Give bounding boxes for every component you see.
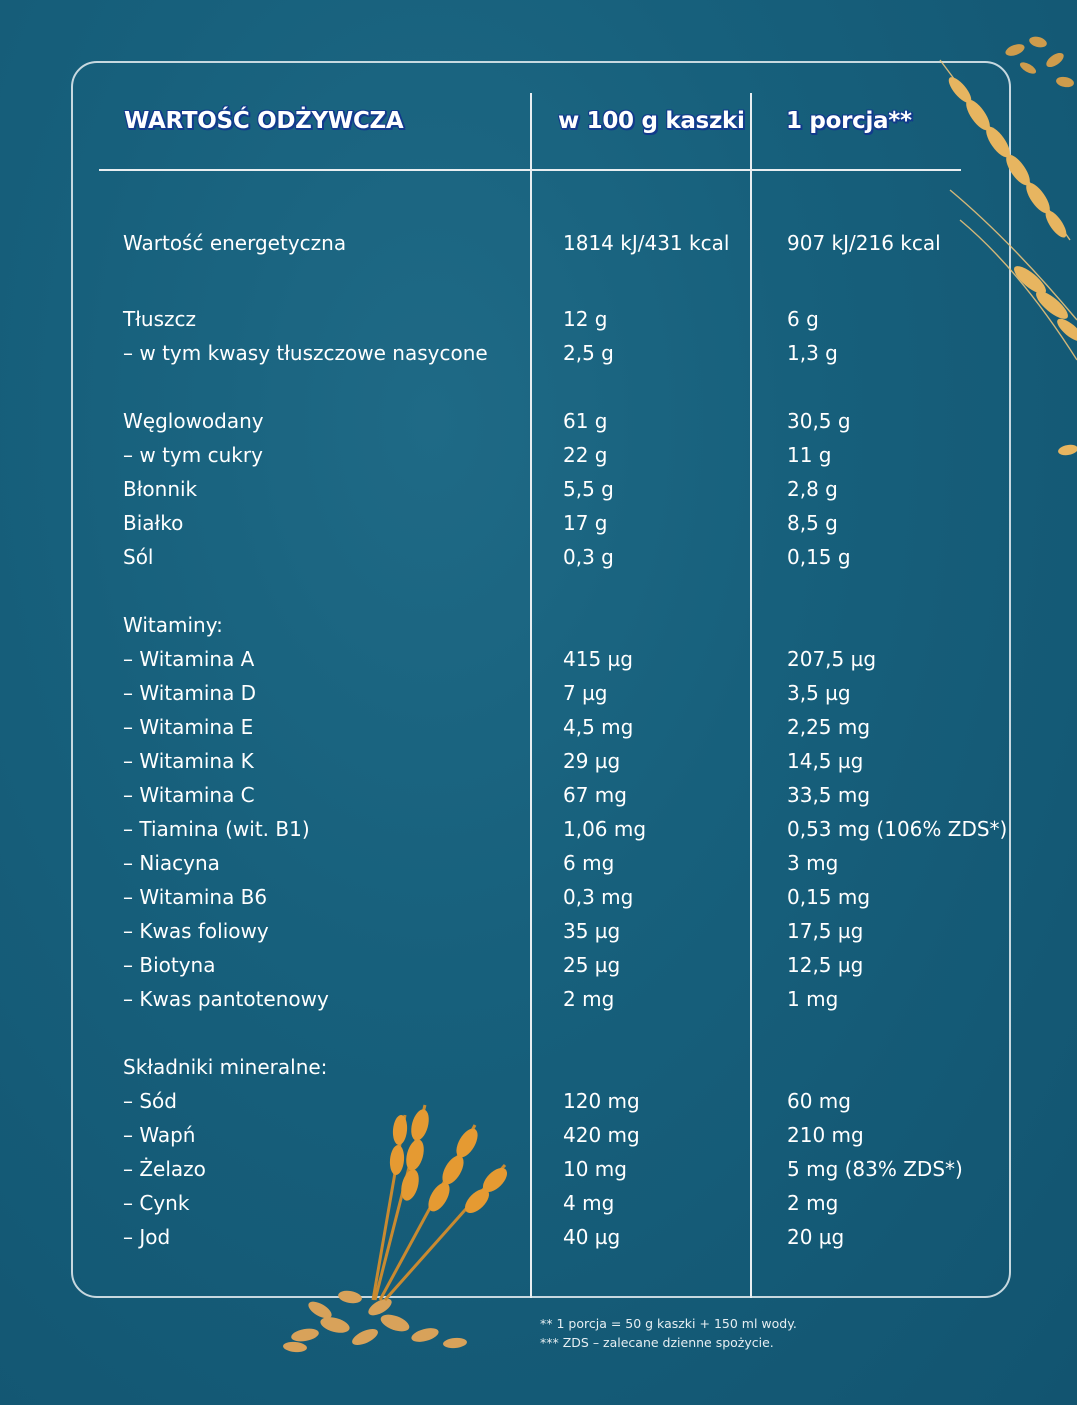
- row-label: – Witamina D: [123, 681, 257, 705]
- table-row: [0, 814, 1077, 844]
- row-value-per-100g: 2 mg: [563, 987, 615, 1011]
- row-value-per-100g: 4,5 mg: [563, 715, 634, 739]
- table-row: [0, 508, 1077, 538]
- row-value-per-portion: 0,53 mg (106% ZDS*): [787, 817, 1008, 841]
- row-value-per-100g: 6 mg: [563, 851, 615, 875]
- row-value-per-100g: 25 µg: [563, 953, 621, 977]
- row-label: Tłuszcz: [123, 307, 196, 331]
- row-value-per-portion: 1,3 g: [787, 341, 838, 365]
- table-row: [0, 474, 1077, 504]
- row-value-per-100g: 5,5 g: [563, 477, 614, 501]
- table-row: [0, 848, 1077, 878]
- table-row: [0, 984, 1077, 1014]
- row-value-per-100g: 1,06 mg: [563, 817, 647, 841]
- row-label: Białko: [123, 511, 184, 535]
- row-value-per-portion: 14,5 µg: [787, 749, 864, 773]
- row-value-per-100g: 7 µg: [563, 681, 608, 705]
- header-per-portion: 1 porcja**: [786, 108, 912, 134]
- row-value-per-portion: 17,5 µg: [787, 919, 864, 943]
- row-value-per-100g: 415 µg: [563, 647, 633, 671]
- table-row: [0, 950, 1077, 980]
- row-label: Węglowodany: [123, 409, 264, 433]
- table-row: [0, 440, 1077, 470]
- row-value-per-portion: 60 mg: [787, 1089, 851, 1113]
- row-value-per-portion: 6 g: [787, 307, 819, 331]
- table-row: [0, 644, 1077, 674]
- table-row: [0, 916, 1077, 946]
- table-row: [0, 406, 1077, 436]
- row-value-per-100g: 17 g: [563, 511, 608, 535]
- row-value-per-100g: 0,3 mg: [563, 885, 634, 909]
- table-row: [0, 610, 1077, 640]
- table-row: [0, 746, 1077, 776]
- row-label: – Witamina E: [123, 715, 254, 739]
- row-label: Błonnik: [123, 477, 198, 501]
- table-row: [0, 678, 1077, 708]
- row-label: Witaminy:: [123, 613, 223, 637]
- row-label: – Cynk: [123, 1191, 190, 1215]
- table-row: [0, 338, 1077, 368]
- row-value-per-portion: 207,5 µg: [787, 647, 877, 671]
- row-label: – Biotyna: [123, 953, 216, 977]
- row-value-per-portion: 3 mg: [787, 851, 839, 875]
- row-value-per-portion: 20 µg: [787, 1225, 845, 1249]
- row-value-per-100g: 10 mg: [563, 1157, 627, 1181]
- row-value-per-100g: 120 mg: [563, 1089, 640, 1113]
- table-row: [0, 542, 1077, 572]
- row-label: – Jod: [123, 1225, 171, 1249]
- row-value-per-100g: 4 mg: [563, 1191, 615, 1215]
- row-label: – Żelazo: [123, 1157, 206, 1181]
- header-nutrition-value: WARTOŚĆ ODŻYWCZA: [124, 108, 404, 134]
- row-value-per-portion: 8,5 g: [787, 511, 838, 535]
- row-value-per-100g: 35 µg: [563, 919, 621, 943]
- row-value-per-portion: 11 g: [787, 443, 832, 467]
- row-value-per-100g: 1814 kJ/431 kcal: [563, 231, 730, 255]
- row-label: – Witamina B6: [123, 885, 268, 909]
- row-label: – Kwas pantotenowy: [123, 987, 329, 1011]
- table-row: [0, 780, 1077, 810]
- row-value-per-100g: 40 µg: [563, 1225, 621, 1249]
- row-value-per-portion: 2,25 mg: [787, 715, 871, 739]
- row-value-per-portion: 12,5 µg: [787, 953, 864, 977]
- row-value-per-portion: 33,5 mg: [787, 783, 871, 807]
- row-value-per-100g: 29 µg: [563, 749, 621, 773]
- row-label: – Wapń: [123, 1123, 196, 1147]
- row-value-per-portion: 3,5 µg: [787, 681, 851, 705]
- wheat-decoration-bottom-icon: [255, 1085, 545, 1355]
- row-value-per-portion: 2,8 g: [787, 477, 838, 501]
- row-value-per-100g: 420 mg: [563, 1123, 640, 1147]
- wheat-decoration-top-right-icon: [920, 20, 1077, 460]
- header-divider: [99, 169, 961, 171]
- header-per-100g: w 100 g kaszki: [558, 108, 745, 134]
- row-value-per-portion: 2 mg: [787, 1191, 839, 1215]
- row-value-per-100g: 0,3 g: [563, 545, 614, 569]
- row-value-per-portion: 5 mg (83% ZDS*): [787, 1157, 963, 1181]
- row-label: Sól: [123, 545, 154, 569]
- table-row: [0, 304, 1077, 334]
- row-label: – Tiamina (wit. B1): [123, 817, 310, 841]
- table-row: [0, 712, 1077, 742]
- row-label: – Witamina C: [123, 783, 255, 807]
- row-label: – Witamina K: [123, 749, 254, 773]
- row-value-per-100g: 2,5 g: [563, 341, 614, 365]
- table-row: [0, 882, 1077, 912]
- table-row: [0, 228, 1077, 258]
- row-value-per-portion: 0,15 g: [787, 545, 851, 569]
- row-label: – Niacyna: [123, 851, 220, 875]
- row-value-per-portion: 907 kJ/216 kcal: [787, 231, 941, 255]
- table-row: [0, 1052, 1077, 1082]
- row-label: Składniki mineralne:: [123, 1055, 328, 1079]
- row-label: – w tym kwasy tłuszczowe nasycone: [123, 341, 488, 365]
- row-value-per-100g: 67 mg: [563, 783, 627, 807]
- row-value-per-portion: 30,5 g: [787, 409, 851, 433]
- row-label: – Sód: [123, 1089, 177, 1113]
- row-label: – w tym cukry: [123, 443, 263, 467]
- row-label: – Witamina A: [123, 647, 255, 671]
- row-value-per-100g: 61 g: [563, 409, 608, 433]
- row-label: – Kwas foliowy: [123, 919, 269, 943]
- footnote-portion: ** 1 porcja = 50 g kaszki + 150 ml wody.: [540, 1316, 797, 1331]
- footnote-zds: *** ZDS – zalecane dzienne spożycie.: [540, 1335, 774, 1350]
- row-label: Wartość energetyczna: [123, 231, 347, 255]
- row-value-per-portion: 1 mg: [787, 987, 839, 1011]
- row-value-per-portion: 0,15 mg: [787, 885, 871, 909]
- row-value-per-100g: 22 g: [563, 443, 608, 467]
- row-value-per-portion: 210 mg: [787, 1123, 864, 1147]
- row-value-per-100g: 12 g: [563, 307, 608, 331]
